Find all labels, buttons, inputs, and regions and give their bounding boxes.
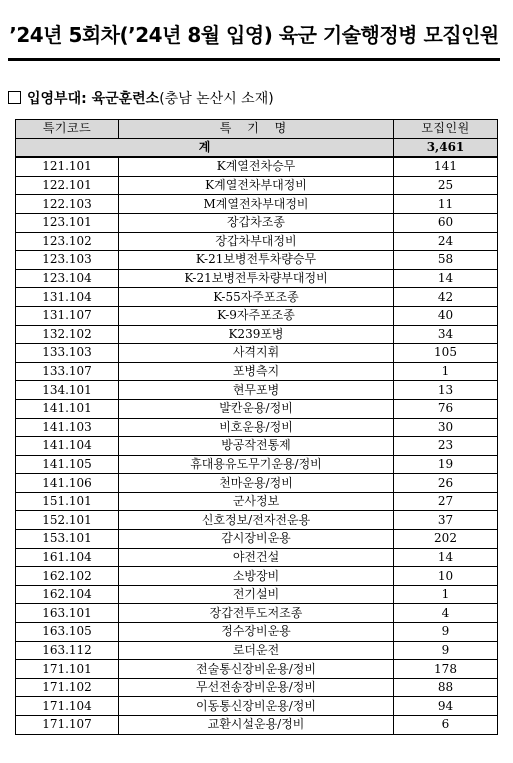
cell-name: M계열전차부대정비: [119, 195, 394, 214]
cell-count: 23: [394, 437, 498, 456]
cell-name: 로더운전: [119, 641, 394, 660]
cell-count: 27: [394, 492, 498, 511]
table-row: [16, 325, 498, 344]
cell-count: 10: [394, 567, 498, 586]
cell-name: K계열전차승무: [119, 157, 394, 176]
unit-info: [8, 88, 274, 108]
header-code: 특기코드: [16, 120, 119, 139]
cell-code: 163.101: [16, 604, 119, 623]
cell-code: 141.106: [16, 474, 119, 493]
table-row: [16, 623, 498, 642]
header-name: 특 기 명: [119, 120, 394, 139]
cell-code: 131.107: [16, 306, 119, 325]
table-row: [16, 585, 498, 604]
table-row: [16, 195, 498, 214]
total-row: [16, 138, 498, 157]
table-row: [16, 455, 498, 474]
cell-code: 171.104: [16, 697, 119, 716]
cell-name: 신호정보/전자전운용: [119, 511, 394, 530]
cell-count: 141: [394, 157, 498, 176]
cell-code: 171.102: [16, 678, 119, 697]
cell-name: K-55자주포조종: [119, 288, 394, 307]
cell-count: 11: [394, 195, 498, 214]
cell-count: 4: [394, 604, 498, 623]
cell-name: 장갑전투도저조종: [119, 604, 394, 623]
table-row: [16, 269, 498, 288]
cell-count: 24: [394, 232, 498, 251]
cell-code: 141.101: [16, 399, 119, 418]
checkbox-square-icon: [8, 91, 21, 104]
table-header-row: [16, 120, 498, 139]
unit-location: (충남 논산시 소재): [159, 91, 274, 107]
cell-name: 이동통신장비운용/정비: [119, 697, 394, 716]
table-row: [16, 716, 498, 735]
table-row: [16, 344, 498, 363]
table-row: [16, 437, 498, 456]
cell-count: 76: [394, 399, 498, 418]
cell-name: 방공작전통제: [119, 437, 394, 456]
cell-name: 군사정보: [119, 492, 394, 511]
cell-name: 장갑차부대정비: [119, 232, 394, 251]
cell-count: 1: [394, 362, 498, 381]
cell-count: 88: [394, 678, 498, 697]
cell-count: 105: [394, 344, 498, 363]
cell-code: 163.105: [16, 623, 119, 642]
cell-code: 163.112: [16, 641, 119, 660]
table-row: [16, 474, 498, 493]
cell-code: 153.101: [16, 530, 119, 549]
cell-code: 134.101: [16, 381, 119, 400]
cell-name: 사격지휘: [119, 344, 394, 363]
table-row: [16, 213, 498, 232]
cell-count: 94: [394, 697, 498, 716]
table-row: [16, 232, 498, 251]
cell-code: 123.102: [16, 232, 119, 251]
table-row: [16, 660, 498, 679]
cell-name: 장갑차조종: [119, 213, 394, 232]
cell-count: 9: [394, 641, 498, 660]
cell-name: K계열전차부대정비: [119, 176, 394, 195]
page-title: ’24년 5회차(’24년 8월 입영) 육군 기술행정병 모집인원: [9, 23, 499, 47]
cell-name: 휴대용유도무기운용/정비: [119, 455, 394, 474]
cell-count: 1: [394, 585, 498, 604]
table-row: [16, 399, 498, 418]
table-row: [16, 567, 498, 586]
cell-name: K-21보병전투차량승무: [119, 251, 394, 270]
table-row: [16, 530, 498, 549]
cell-name: 소방장비: [119, 567, 394, 586]
recruitment-table: [15, 119, 498, 735]
cell-code: 123.101: [16, 213, 119, 232]
table-row: [16, 362, 498, 381]
cell-code: 171.107: [16, 716, 119, 735]
table-row: [16, 157, 498, 176]
table-row: [16, 641, 498, 660]
cell-name: K239포병: [119, 325, 394, 344]
cell-code: 141.104: [16, 437, 119, 456]
table-row: [16, 176, 498, 195]
table-row: [16, 678, 498, 697]
cell-count: 58: [394, 251, 498, 270]
cell-code: 162.102: [16, 567, 119, 586]
cell-count: 202: [394, 530, 498, 549]
cell-code: 171.101: [16, 660, 119, 679]
table-row: [16, 697, 498, 716]
title-bar: [8, 18, 500, 61]
table-row: [16, 548, 498, 567]
cell-count: 30: [394, 418, 498, 437]
cell-name: 발칸운용/정비: [119, 399, 394, 418]
cell-count: 42: [394, 288, 498, 307]
table-row: [16, 251, 498, 270]
cell-code: 122.101: [16, 176, 119, 195]
cell-code: 132.102: [16, 325, 119, 344]
cell-name: 교환시설운용/정비: [119, 716, 394, 735]
cell-count: 9: [394, 623, 498, 642]
cell-name: 전술통신장비운용/정비: [119, 660, 394, 679]
cell-code: 123.103: [16, 251, 119, 270]
unit-label: 입영부대: 육군훈련소: [27, 91, 160, 107]
table-row: [16, 381, 498, 400]
cell-count: 26: [394, 474, 498, 493]
cell-code: 141.103: [16, 418, 119, 437]
table-row: [16, 604, 498, 623]
cell-name: 정수장비운용: [119, 623, 394, 642]
cell-code: 161.104: [16, 548, 119, 567]
cell-count: 40: [394, 306, 498, 325]
cell-count: 25: [394, 176, 498, 195]
cell-code: 152.101: [16, 511, 119, 530]
cell-name: 무선전송장비운용/정비: [119, 678, 394, 697]
cell-code: 122.103: [16, 195, 119, 214]
cell-code: 141.105: [16, 455, 119, 474]
cell-count: 13: [394, 381, 498, 400]
cell-name: 야전건설: [119, 548, 394, 567]
cell-name: 비호운용/정비: [119, 418, 394, 437]
cell-count: 37: [394, 511, 498, 530]
cell-code: 133.103: [16, 344, 119, 363]
cell-name: K-21보병전투차량부대정비: [119, 269, 394, 288]
cell-code: 123.104: [16, 269, 119, 288]
cell-count: 178: [394, 660, 498, 679]
cell-code: 133.107: [16, 362, 119, 381]
table-row: [16, 288, 498, 307]
total-label: 계: [16, 138, 394, 157]
header-count: 모집인원: [394, 120, 498, 139]
cell-count: 6: [394, 716, 498, 735]
cell-count: 34: [394, 325, 498, 344]
cell-count: 14: [394, 548, 498, 567]
cell-name: 포병측지: [119, 362, 394, 381]
cell-code: 121.101: [16, 157, 119, 176]
cell-count: 60: [394, 213, 498, 232]
cell-name: 전기설비: [119, 585, 394, 604]
total-value: 3,461: [394, 138, 498, 157]
cell-code: 151.101: [16, 492, 119, 511]
cell-name: 현무포병: [119, 381, 394, 400]
table-row: [16, 492, 498, 511]
cell-count: 14: [394, 269, 498, 288]
table-row: [16, 511, 498, 530]
table-row: [16, 306, 498, 325]
cell-name: 천마운용/정비: [119, 474, 394, 493]
table-row: [16, 418, 498, 437]
cell-name: K-9자주포조종: [119, 306, 394, 325]
cell-name: 감시장비운용: [119, 530, 394, 549]
cell-code: 162.104: [16, 585, 119, 604]
cell-code: 131.104: [16, 288, 119, 307]
cell-count: 19: [394, 455, 498, 474]
